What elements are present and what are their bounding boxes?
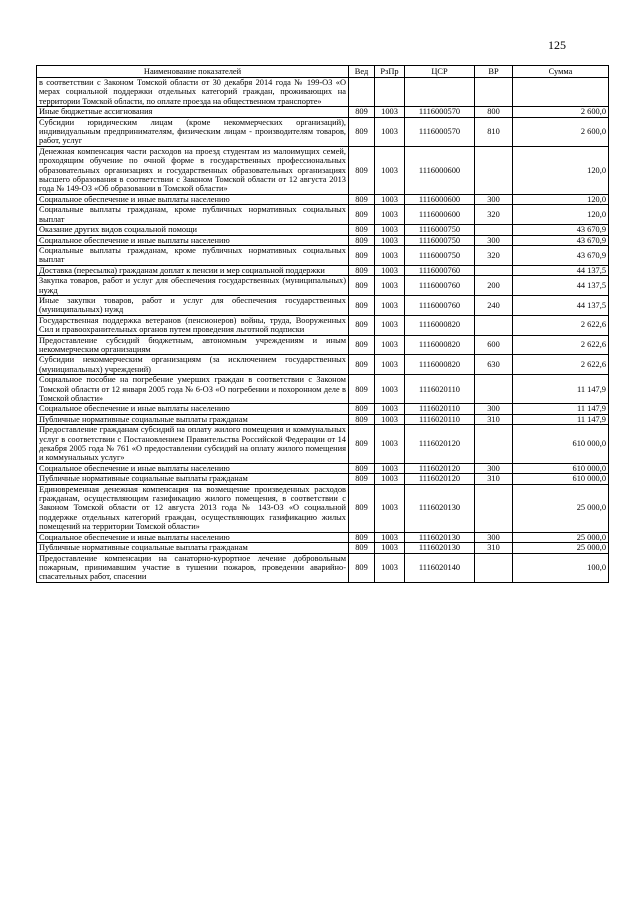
cell-rzpr: 1003: [375, 553, 405, 582]
cell-name: Социальные выплаты гражданам, кроме публичных нормативных социальных выплат: [37, 245, 349, 265]
cell-name: Иные закупки товаров, работ и услуг для обеспечения государственных (муниципальных) нужд: [37, 295, 349, 315]
cell-rzpr: 1003: [375, 404, 405, 414]
cell-vr: 310: [475, 543, 513, 553]
cell-rzpr: 1003: [375, 107, 405, 117]
table-row: [37, 194, 609, 204]
cell-ved: 809: [349, 194, 375, 204]
cell-rzpr: 1003: [375, 225, 405, 235]
cell-vr: 240: [475, 295, 513, 315]
cell-rzpr: 1003: [375, 315, 405, 335]
cell-sum: 2 622,6: [513, 315, 609, 335]
table-row: [37, 107, 609, 117]
cell-ved: 809: [349, 265, 375, 275]
cell-vr: 800: [475, 107, 513, 117]
table-row: [37, 474, 609, 484]
cell-ved: 809: [349, 553, 375, 582]
cell-vr: [475, 225, 513, 235]
cell-ved: 809: [349, 235, 375, 245]
cell-vr: [475, 315, 513, 335]
page-number: 125: [548, 38, 566, 52]
cell-vr: 630: [475, 355, 513, 375]
cell-name: Публичные нормативные социальные выплаты гражданам: [37, 414, 349, 424]
cell-csr: 1116000820: [405, 355, 475, 375]
cell-ved: 809: [349, 335, 375, 355]
cell-name: Социальное обеспечение и иные выплаты населению: [37, 235, 349, 245]
table-row: [37, 335, 609, 355]
table-row: [37, 235, 609, 245]
cell-vr: 600: [475, 335, 513, 355]
cell-csr: 1116000750: [405, 225, 475, 235]
cell-rzpr: 1003: [375, 414, 405, 424]
cell-rzpr: 1003: [375, 335, 405, 355]
cell-ved: 809: [349, 484, 375, 532]
cell-vr: 300: [475, 532, 513, 542]
cell-vr: 810: [475, 117, 513, 146]
cell-sum: 44 137,5: [513, 276, 609, 296]
cell-sum: 610 000,0: [513, 474, 609, 484]
cell-vr: 300: [475, 194, 513, 204]
cell-ved: 809: [349, 117, 375, 146]
table-row: [37, 355, 609, 375]
cell-vr: 300: [475, 404, 513, 414]
cell-name: Денежная компенсация части расходов на проезд студентам из малоимущих семей, проходящим обучение по очной форме в государственных профессиональных образовательных организациях и государственных образовательных организациях высшего образования в соответствии с Законом Томской области от 12 августа 2013 года № 149-ОЗ «Об образовании в Томской области»: [37, 146, 349, 194]
cell-sum: 2 622,6: [513, 355, 609, 375]
table-row: [37, 375, 609, 404]
cell-ved: 809: [349, 355, 375, 375]
cell-ved: 809: [349, 205, 375, 225]
cell-rzpr: 1003: [375, 463, 405, 473]
cell-ved: 809: [349, 315, 375, 335]
cell-vr: [475, 78, 513, 107]
cell-csr: 1116000820: [405, 315, 475, 335]
cell-ved: 809: [349, 474, 375, 484]
cell-sum: 2 600,0: [513, 117, 609, 146]
cell-vr: 300: [475, 463, 513, 473]
cell-vr: [475, 146, 513, 194]
cell-csr: 1116020120: [405, 425, 475, 464]
cell-vr: [475, 484, 513, 532]
table-row: [37, 205, 609, 225]
cell-rzpr: 1003: [375, 276, 405, 296]
cell-sum: 2 600,0: [513, 107, 609, 117]
cell-csr: 1116000600: [405, 205, 475, 225]
cell-name: Оказание других видов социальной помощи: [37, 225, 349, 235]
cell-sum: 610 000,0: [513, 463, 609, 473]
cell-csr: 1116000760: [405, 265, 475, 275]
cell-vr: [475, 375, 513, 404]
table-row: [37, 543, 609, 553]
cell-csr: 1116000570: [405, 117, 475, 146]
table-body: [37, 78, 609, 583]
cell-ved: [349, 78, 375, 107]
cell-rzpr: [375, 78, 405, 107]
cell-name: Государственная поддержка ветеранов (пенсионеров) войны, труда, Вооруженных Сил и правоохранительных органов путем проведения льготной подписки: [37, 315, 349, 335]
cell-rzpr: 1003: [375, 146, 405, 194]
cell-sum: 2 622,6: [513, 335, 609, 355]
header-csr: ЦСР: [405, 66, 475, 78]
cell-sum: 25 000,0: [513, 532, 609, 542]
cell-csr: 1116020110: [405, 414, 475, 424]
cell-csr: 1116000570: [405, 107, 475, 117]
cell-sum: 100,0: [513, 553, 609, 582]
budget-table: [36, 65, 609, 583]
cell-csr: 1116000760: [405, 276, 475, 296]
table-row: [37, 532, 609, 542]
cell-sum: [513, 78, 609, 107]
cell-csr: 1116020120: [405, 474, 475, 484]
cell-ved: 809: [349, 543, 375, 553]
cell-sum: 44 137,5: [513, 265, 609, 275]
cell-ved: 809: [349, 414, 375, 424]
cell-csr: [405, 78, 475, 107]
cell-name: Публичные нормативные социальные выплаты гражданам: [37, 474, 349, 484]
cell-ved: 809: [349, 107, 375, 117]
cell-csr: 1116020130: [405, 543, 475, 553]
table-row: [37, 78, 609, 107]
cell-rzpr: 1003: [375, 474, 405, 484]
cell-name: Социальное обеспечение и иные выплаты населению: [37, 463, 349, 473]
cell-sum: 11 147,9: [513, 375, 609, 404]
cell-vr: 320: [475, 245, 513, 265]
cell-vr: [475, 553, 513, 582]
table-row: [37, 225, 609, 235]
cell-sum: 120,0: [513, 146, 609, 194]
table-row: [37, 315, 609, 335]
cell-rzpr: 1003: [375, 205, 405, 225]
cell-csr: 1116000760: [405, 295, 475, 315]
cell-name: Единовременная денежная компенсация на возмещение произведенных расходов гражданам, осуществляющим газификацию жилого помещения, в соответствии с Законом Томской области от 12 августа 2013 года № 143-ОЗ «О социальной поддержке отдельных категорий граждан, осуществляющих газификацию жилых помещений на территории Томской области»: [37, 484, 349, 532]
cell-ved: 809: [349, 276, 375, 296]
cell-rzpr: 1003: [375, 375, 405, 404]
cell-sum: 11 147,9: [513, 404, 609, 414]
cell-ved: 809: [349, 295, 375, 315]
cell-ved: 809: [349, 404, 375, 414]
table-row: [37, 414, 609, 424]
cell-rzpr: 1003: [375, 235, 405, 245]
cell-sum: 43 670,9: [513, 225, 609, 235]
cell-rzpr: 1003: [375, 265, 405, 275]
cell-csr: 1116020110: [405, 404, 475, 414]
cell-ved: 809: [349, 425, 375, 464]
cell-rzpr: 1003: [375, 295, 405, 315]
cell-name: Предоставление компенсации на санаторно-курортное лечение добровольным пожарным, принимавшим участие в тушении пожаров, проведении аварийно-спасательных работ, спасении: [37, 553, 349, 582]
cell-csr: 1116000600: [405, 146, 475, 194]
cell-name: Предоставление гражданам субсидий на оплату жилого помещения и коммунальных услуг в соответствии с Постановлением Правительства Российской Федерации от 14 декабря 2005 года № 761 «О предоставлении субсидий на оплату жилого помещения и коммунальных услуг»: [37, 425, 349, 464]
cell-csr: 1116000750: [405, 235, 475, 245]
table-row: [37, 117, 609, 146]
cell-name: Социальное обеспечение и иные выплаты населению: [37, 404, 349, 414]
cell-ved: 809: [349, 463, 375, 473]
cell-name: в соответствии с Законом Томской области от 30 декабря 2014 года № 199-ОЗ «О мерах социальной поддержки отдельных категорий граждан, проживающих на территории Томской области, по оплате проезда на общественном транспорте»: [37, 78, 349, 107]
cell-vr: [475, 265, 513, 275]
cell-ved: 809: [349, 225, 375, 235]
table-row: [37, 553, 609, 582]
table-row: [37, 276, 609, 296]
cell-sum: 44 137,5: [513, 295, 609, 315]
header-name: Наименование показателей: [37, 66, 349, 78]
cell-name: Субсидии некоммерческим организациям (за исключением государственных (муниципальных) учреждений): [37, 355, 349, 375]
cell-vr: 310: [475, 414, 513, 424]
table-row: [37, 245, 609, 265]
cell-rzpr: 1003: [375, 194, 405, 204]
cell-rzpr: 1003: [375, 245, 405, 265]
cell-sum: 11 147,9: [513, 414, 609, 424]
cell-name: Закупка товаров, работ и услуг для обеспечения государственных (муниципальных) нужд: [37, 276, 349, 296]
cell-sum: 43 670,9: [513, 235, 609, 245]
table-row: [37, 484, 609, 532]
cell-name: Социальное пособие на погребение умерших граждан в соответствии с Законом Томской области от 12 января 2005 года № 6-ОЗ «О погребении и похоронном деле в Томской области»: [37, 375, 349, 404]
cell-vr: 310: [475, 474, 513, 484]
cell-sum: 25 000,0: [513, 543, 609, 553]
table-header: [37, 66, 609, 78]
cell-name: Субсидии юридическим лицам (кроме некоммерческих организаций), индивидуальным предпринимателям, физическим лицам - производителям товаров, работ, услуг: [37, 117, 349, 146]
header-rzpr: РзПр: [375, 66, 405, 78]
cell-vr: 320: [475, 205, 513, 225]
cell-vr: [475, 425, 513, 464]
header-ved: Вед: [349, 66, 375, 78]
table-row: [37, 265, 609, 275]
cell-csr: 1116020110: [405, 375, 475, 404]
cell-rzpr: 1003: [375, 484, 405, 532]
cell-name: Социальное обеспечение и иные выплаты населению: [37, 532, 349, 542]
cell-csr: 1116000600: [405, 194, 475, 204]
cell-rzpr: 1003: [375, 355, 405, 375]
cell-rzpr: 1003: [375, 532, 405, 542]
cell-csr: 1116000820: [405, 335, 475, 355]
header-sum: Сумма: [513, 66, 609, 78]
cell-sum: 610 000,0: [513, 425, 609, 464]
table-row: [37, 425, 609, 464]
cell-name: Предоставление субсидий бюджетным, автономным учреждениям и иным некоммерческим организациям: [37, 335, 349, 355]
table-row: [37, 404, 609, 414]
cell-ved: 809: [349, 375, 375, 404]
cell-csr: 1116020130: [405, 532, 475, 542]
cell-name: Социальное обеспечение и иные выплаты населению: [37, 194, 349, 204]
cell-csr: 1116000750: [405, 245, 475, 265]
cell-vr: 200: [475, 276, 513, 296]
cell-name: Доставка (пересылка) гражданам доплат к пенсии и мер социальной поддержки: [37, 265, 349, 275]
cell-ved: 809: [349, 532, 375, 542]
cell-rzpr: 1003: [375, 117, 405, 146]
cell-name: Публичные нормативные социальные выплаты гражданам: [37, 543, 349, 553]
cell-rzpr: 1003: [375, 425, 405, 464]
cell-sum: 43 670,9: [513, 245, 609, 265]
cell-sum: 120,0: [513, 205, 609, 225]
cell-csr: 1116020120: [405, 463, 475, 473]
cell-name: Социальные выплаты гражданам, кроме публичных нормативных социальных выплат: [37, 205, 349, 225]
cell-csr: 1116020130: [405, 484, 475, 532]
header-vr: ВР: [475, 66, 513, 78]
cell-ved: 809: [349, 245, 375, 265]
cell-vr: 300: [475, 235, 513, 245]
cell-ved: 809: [349, 146, 375, 194]
table-row: [37, 463, 609, 473]
cell-sum: 25 000,0: [513, 484, 609, 532]
cell-sum: 120,0: [513, 194, 609, 204]
cell-rzpr: 1003: [375, 543, 405, 553]
cell-name: Иные бюджетные ассигнования: [37, 107, 349, 117]
table-row: [37, 146, 609, 194]
table-row: [37, 295, 609, 315]
cell-csr: 1116020140: [405, 553, 475, 582]
